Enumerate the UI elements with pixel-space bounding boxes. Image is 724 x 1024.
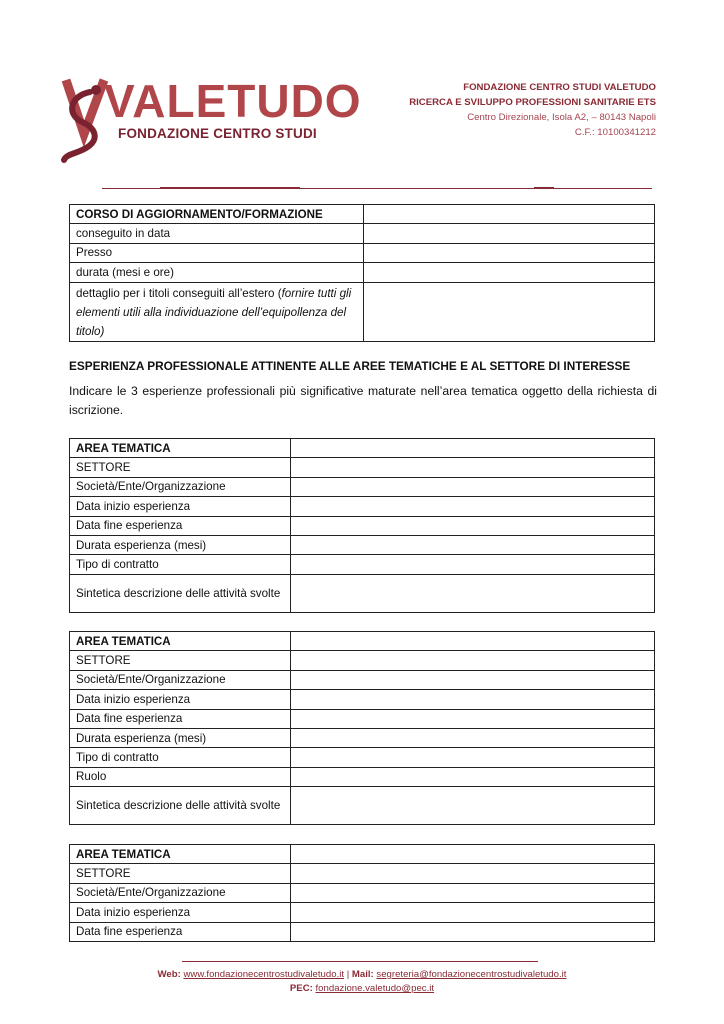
org-subtitle: RICERCA E SVILUPPO PROFESSIONI SANITARIE ETS <box>409 97 656 108</box>
table-row <box>70 651 655 670</box>
exp2-area-label: AREA TEMATICA <box>70 632 291 651</box>
exp1-contract-field[interactable] <box>290 555 654 574</box>
valetudo-logo <box>60 74 362 166</box>
logo-subtitle: FONDAZIONE CENTRO STUDI <box>118 126 317 141</box>
footer <box>0 968 724 996</box>
exp1-company-field[interactable] <box>290 477 654 496</box>
header-divider-accent <box>160 187 300 189</box>
table-row <box>70 670 655 689</box>
table-row <box>70 709 655 728</box>
exp2-role-label: Ruolo <box>70 767 291 786</box>
exp1-contract-label: Tipo di contratto <box>70 555 291 574</box>
table-row <box>70 845 655 864</box>
experience-table-3 <box>69 844 655 942</box>
footer-line-1: Web: www.fondazionecentrostudivaletudo.it | Mail: segreteria@fondazionecentrostudivaletudo.it <box>157 969 567 980</box>
table-row <box>70 690 655 709</box>
mail-link[interactable]: segreteria@fondazionecentrostudivaletudo.it <box>376 969 567 980</box>
experience-table-1 <box>69 438 655 613</box>
course-date-label: conseguito in data <box>70 224 364 243</box>
exp3-sector-field[interactable] <box>290 864 654 883</box>
exp3-end-field[interactable] <box>290 922 654 941</box>
exp3-area-label: AREA TEMATICA <box>70 845 291 864</box>
exp2-company-field[interactable] <box>290 670 654 689</box>
exp1-end-field[interactable] <box>290 516 654 535</box>
section-instructions: Indicare le 3 esperienze professionali più significative maturate nell’area tematica oggetto della richiesta di iscrizione. <box>69 384 657 417</box>
course-title-label: CORSO DI AGGIORNAMENTO/FORMAZIONE <box>70 205 364 224</box>
web-link[interactable]: www.fondazionecentrostudivaletudo.it <box>183 969 345 980</box>
exp2-start-field[interactable] <box>290 690 654 709</box>
exp3-company-label: Società/Ente/Organizzazione <box>70 883 291 902</box>
course-table <box>69 204 655 342</box>
footer-line-2: PEC: fondazione.valetudo@pec.it <box>289 983 435 994</box>
table-row <box>70 748 655 767</box>
exp2-duration-field[interactable] <box>290 728 654 747</box>
pec-label: PEC <box>289 983 310 994</box>
exp1-company-label: Società/Ente/Organizzazione <box>70 477 291 496</box>
exp2-sector-field[interactable] <box>290 651 654 670</box>
exp3-start-field[interactable] <box>290 903 654 922</box>
foreign-title-label <box>70 282 364 341</box>
exp2-role-field[interactable] <box>290 767 654 786</box>
exp1-start-label: Data inizio esperienza <box>70 497 291 516</box>
foreign-title-label-plain: dettaglio per i titoli conseguiti all’estero ( <box>76 286 282 300</box>
exp2-description-label: Sintetica descrizione delle attività svolte <box>70 787 291 825</box>
table-row <box>70 458 655 477</box>
table-row <box>70 205 655 224</box>
table-row <box>70 439 655 458</box>
exp2-sector-label: SETTORE <box>70 651 291 670</box>
exp1-area-label: AREA TEMATICA <box>70 439 291 458</box>
course-duration-field[interactable] <box>363 263 654 282</box>
table-row <box>70 224 655 243</box>
org-tax-code: C.F.: 10100341212 <box>574 127 656 138</box>
exp1-description-field[interactable] <box>290 574 654 612</box>
exp3-sector-label: SETTORE <box>70 864 291 883</box>
org-name: FONDAZIONE CENTRO STUDI VALETUDO <box>463 82 656 93</box>
web-label: Web <box>157 969 178 980</box>
foreign-title-field[interactable] <box>363 282 654 341</box>
table-row <box>70 903 655 922</box>
exp2-description-field[interactable] <box>290 787 654 825</box>
exp1-start-field[interactable] <box>290 497 654 516</box>
exp1-sector-field[interactable] <box>290 458 654 477</box>
exp2-duration-label: Durata esperienza (mesi) <box>70 728 291 747</box>
experience-table-2 <box>69 631 655 825</box>
course-date-field[interactable] <box>363 224 654 243</box>
header-divider-accent <box>534 187 554 189</box>
table-row <box>70 787 655 825</box>
table-row <box>70 535 655 554</box>
exp2-company-label: Società/Ente/Organizzazione <box>70 670 291 689</box>
exp3-area-field[interactable] <box>290 845 654 864</box>
table-row <box>70 883 655 902</box>
mail-label: Mail <box>351 969 371 980</box>
exp2-contract-label: Tipo di contratto <box>70 748 291 767</box>
foreign-title-label-italic: fornire tutti gli elementi utili alla individuazione dell’equipollenza del titolo) <box>76 286 352 338</box>
table-row <box>70 864 655 883</box>
table-row <box>70 728 655 747</box>
exp1-end-label: Data fine esperienza <box>70 516 291 535</box>
pec-link[interactable]: fondazione.valetudo@pec.it <box>315 983 435 994</box>
exp2-contract-field[interactable] <box>290 748 654 767</box>
footer-divider <box>182 961 538 962</box>
logo-wordmark: VALETUDO <box>104 75 362 127</box>
exp1-duration-label: Durata esperienza (mesi) <box>70 535 291 554</box>
table-row <box>70 574 655 612</box>
organization-info <box>409 80 656 140</box>
exp2-end-field[interactable] <box>290 709 654 728</box>
exp2-area-field[interactable] <box>290 632 654 651</box>
course-title-field[interactable] <box>363 205 654 224</box>
table-row <box>70 497 655 516</box>
exp1-sector-label: SETTORE <box>70 458 291 477</box>
course-place-label: Presso <box>70 243 364 262</box>
table-row <box>70 477 655 496</box>
exp1-description-label: Sintetica descrizione delle attività svolte <box>70 574 291 612</box>
course-duration-label: durata (mesi e ore) <box>70 263 364 282</box>
table-row <box>70 282 655 341</box>
exp1-area-field[interactable] <box>290 439 654 458</box>
exp1-duration-field[interactable] <box>290 535 654 554</box>
section-title: ESPERIENZA PROFESSIONALE ATTINENTE ALLE AREE TEMATICHE E AL SETTORE DI INTERESSE <box>69 359 631 373</box>
org-address: Centro Direzionale, Isola A2, – 80143 Napoli <box>467 112 656 123</box>
table-row <box>70 263 655 282</box>
letterhead <box>0 0 724 200</box>
table-row <box>70 922 655 941</box>
table-row <box>70 516 655 535</box>
table-row <box>70 767 655 786</box>
table-row <box>70 555 655 574</box>
exp3-company-field[interactable] <box>290 883 654 902</box>
table-row <box>70 243 655 262</box>
exp2-start-label: Data inizio esperienza <box>70 690 291 709</box>
exp3-start-label: Data inizio esperienza <box>70 903 291 922</box>
course-place-field[interactable] <box>363 243 654 262</box>
exp2-end-label: Data fine esperienza <box>70 709 291 728</box>
table-row <box>70 632 655 651</box>
exp3-end-label: Data fine esperienza <box>70 922 291 941</box>
